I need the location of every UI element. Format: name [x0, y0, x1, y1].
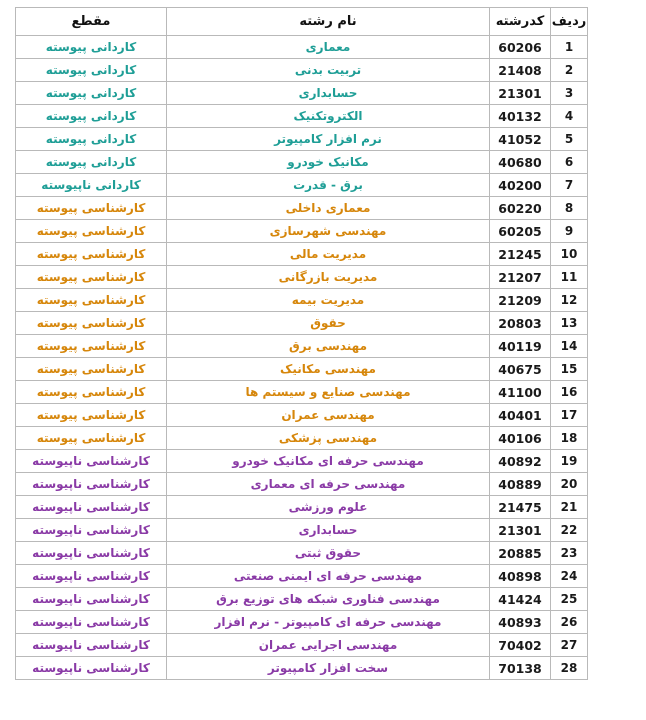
table-row	[16, 427, 588, 450]
table-row	[16, 312, 588, 335]
table-row	[16, 404, 588, 427]
degree-level: کاردانی پیوسته	[16, 105, 167, 128]
program-name: مهندسی حرفه ای مکانیک خودرو	[167, 450, 490, 473]
program-code: 40898	[490, 565, 551, 588]
program-code: 60205	[490, 220, 551, 243]
row-number: 14	[551, 335, 588, 358]
program-name: مهندسی اجرایی عمران	[167, 634, 490, 657]
program-code: 60220	[490, 197, 551, 220]
row-number: 18	[551, 427, 588, 450]
degree-level: کارشناسی ناپیوسته	[16, 634, 167, 657]
table-row	[16, 220, 588, 243]
row-number: 28	[551, 657, 588, 680]
program-name: الکتروتکنیک	[167, 105, 490, 128]
degree-level: کارشناسی ناپیوسته	[16, 565, 167, 588]
degree-level: کارشناسی ناپیوسته	[16, 496, 167, 519]
program-name: مهندسی عمران	[167, 404, 490, 427]
row-number: 25	[551, 588, 588, 611]
programs-table	[15, 7, 588, 680]
degree-level: کاردانی پیوسته	[16, 151, 167, 174]
table-row	[16, 266, 588, 289]
row-number: 8	[551, 197, 588, 220]
row-number: 6	[551, 151, 588, 174]
program-name: مهندسی صنایع و سیستم ها	[167, 381, 490, 404]
row-number: 2	[551, 59, 588, 82]
program-code: 70402	[490, 634, 551, 657]
program-code: 40893	[490, 611, 551, 634]
degree-level: کارشناسی پیوسته	[16, 427, 167, 450]
program-code: 70138	[490, 657, 551, 680]
degree-level: کارشناسی پیوسته	[16, 312, 167, 335]
row-number: 22	[551, 519, 588, 542]
table-row	[16, 588, 588, 611]
program-name: مکانیک خودرو	[167, 151, 490, 174]
table-row	[16, 289, 588, 312]
program-code: 40200	[490, 174, 551, 197]
program-name: معماری	[167, 36, 490, 59]
degree-level: کارشناسی ناپیوسته	[16, 657, 167, 680]
program-name: مدیریت بازرگانی	[167, 266, 490, 289]
table-row	[16, 82, 588, 105]
table-row	[16, 128, 588, 151]
table-body	[16, 36, 588, 680]
degree-level: کارشناسی پیوسته	[16, 220, 167, 243]
program-name: حسابداری	[167, 82, 490, 105]
table-row	[16, 335, 588, 358]
row-number: 23	[551, 542, 588, 565]
row-number: 9	[551, 220, 588, 243]
table-row	[16, 473, 588, 496]
degree-level: کارشناسی پیوسته	[16, 197, 167, 220]
program-name: مهندسی حرفه ای ایمنی صنعتی	[167, 565, 490, 588]
degree-level: کارشناسی ناپیوسته	[16, 473, 167, 496]
program-name: سخت افزار کامپیوتر	[167, 657, 490, 680]
row-number: 20	[551, 473, 588, 496]
program-name: مدیریت مالی	[167, 243, 490, 266]
program-code: 21301	[490, 82, 551, 105]
row-number: 15	[551, 358, 588, 381]
degree-level: کارشناسی پیوسته	[16, 404, 167, 427]
header-name: نام رشته	[167, 8, 490, 36]
degree-level: کارشناسی پیوسته	[16, 381, 167, 404]
program-name: مهندسی برق	[167, 335, 490, 358]
program-code: 21301	[490, 519, 551, 542]
program-name: مهندسی پزشکی	[167, 427, 490, 450]
table-row	[16, 243, 588, 266]
program-code: 40675	[490, 358, 551, 381]
row-number: 16	[551, 381, 588, 404]
program-code: 40680	[490, 151, 551, 174]
degree-level: کارشناسی پیوسته	[16, 243, 167, 266]
program-code: 60206	[490, 36, 551, 59]
program-code: 41100	[490, 381, 551, 404]
program-code: 40119	[490, 335, 551, 358]
table-row	[16, 496, 588, 519]
program-name: برق - قدرت	[167, 174, 490, 197]
program-code: 40106	[490, 427, 551, 450]
programs-table-container	[15, 7, 587, 680]
table-row	[16, 59, 588, 82]
program-code: 40889	[490, 473, 551, 496]
table-row	[16, 197, 588, 220]
row-number: 1	[551, 36, 588, 59]
header-code: کدرشته	[490, 8, 551, 36]
program-code: 40132	[490, 105, 551, 128]
row-number: 7	[551, 174, 588, 197]
program-name: حسابداری	[167, 519, 490, 542]
table-row	[16, 519, 588, 542]
degree-level: کارشناسی پیوسته	[16, 266, 167, 289]
program-name: مهندسی حرفه ای کامپیوتر - نرم افزار	[167, 611, 490, 634]
program-code: 20803	[490, 312, 551, 335]
degree-level: کارشناسی ناپیوسته	[16, 588, 167, 611]
program-name: مهندسی شهرسازی	[167, 220, 490, 243]
program-name: مهندسی حرفه ای معماری	[167, 473, 490, 496]
degree-level: کارشناسی ناپیوسته	[16, 519, 167, 542]
program-code: 20885	[490, 542, 551, 565]
header-grade: مقطع	[16, 8, 167, 36]
degree-level: کارشناسی ناپیوسته	[16, 450, 167, 473]
degree-level: کاردانی پیوسته	[16, 59, 167, 82]
program-code: 21245	[490, 243, 551, 266]
table-row	[16, 358, 588, 381]
row-number: 12	[551, 289, 588, 312]
row-number: 24	[551, 565, 588, 588]
row-number: 13	[551, 312, 588, 335]
row-number: 4	[551, 105, 588, 128]
program-code: 21209	[490, 289, 551, 312]
table-row	[16, 542, 588, 565]
program-code: 21408	[490, 59, 551, 82]
program-code: 40401	[490, 404, 551, 427]
program-code: 41052	[490, 128, 551, 151]
degree-level: کاردانی پیوسته	[16, 36, 167, 59]
program-name: مدیریت بیمه	[167, 289, 490, 312]
degree-level: کارشناسی پیوسته	[16, 358, 167, 381]
degree-level: کارشناسی پیوسته	[16, 289, 167, 312]
table-row	[16, 174, 588, 197]
program-name: حقوق	[167, 312, 490, 335]
program-name: حقوق ثبتی	[167, 542, 490, 565]
row-number: 11	[551, 266, 588, 289]
table-row	[16, 36, 588, 59]
program-name: علوم ورزشی	[167, 496, 490, 519]
row-number: 26	[551, 611, 588, 634]
row-number: 3	[551, 82, 588, 105]
degree-level: کاردانی پیوسته	[16, 82, 167, 105]
table-row	[16, 611, 588, 634]
table-row	[16, 151, 588, 174]
degree-level: کاردانی ناپیوسته	[16, 174, 167, 197]
program-name: تربیت بدنی	[167, 59, 490, 82]
program-name: مهندسی فناوری شبکه های توزیع برق	[167, 588, 490, 611]
table-header-row	[16, 8, 588, 36]
degree-level: کارشناسی ناپیوسته	[16, 611, 167, 634]
program-name: مهندسی مکانیک	[167, 358, 490, 381]
program-code: 40892	[490, 450, 551, 473]
program-name: معماری داخلی	[167, 197, 490, 220]
program-code: 21475	[490, 496, 551, 519]
degree-level: کاردانی پیوسته	[16, 128, 167, 151]
row-number: 21	[551, 496, 588, 519]
program-code: 21207	[490, 266, 551, 289]
row-number: 10	[551, 243, 588, 266]
table-row	[16, 105, 588, 128]
table-row	[16, 565, 588, 588]
row-number: 27	[551, 634, 588, 657]
degree-level: کارشناسی پیوسته	[16, 335, 167, 358]
program-code: 41424	[490, 588, 551, 611]
row-number: 17	[551, 404, 588, 427]
table-row	[16, 657, 588, 680]
row-number: 5	[551, 128, 588, 151]
table-row	[16, 634, 588, 657]
row-number: 19	[551, 450, 588, 473]
table-row	[16, 450, 588, 473]
degree-level: کارشناسی ناپیوسته	[16, 542, 167, 565]
header-row-number: ردیف	[551, 8, 588, 36]
table-row	[16, 381, 588, 404]
program-name: نرم افزار کامپیوتر	[167, 128, 490, 151]
